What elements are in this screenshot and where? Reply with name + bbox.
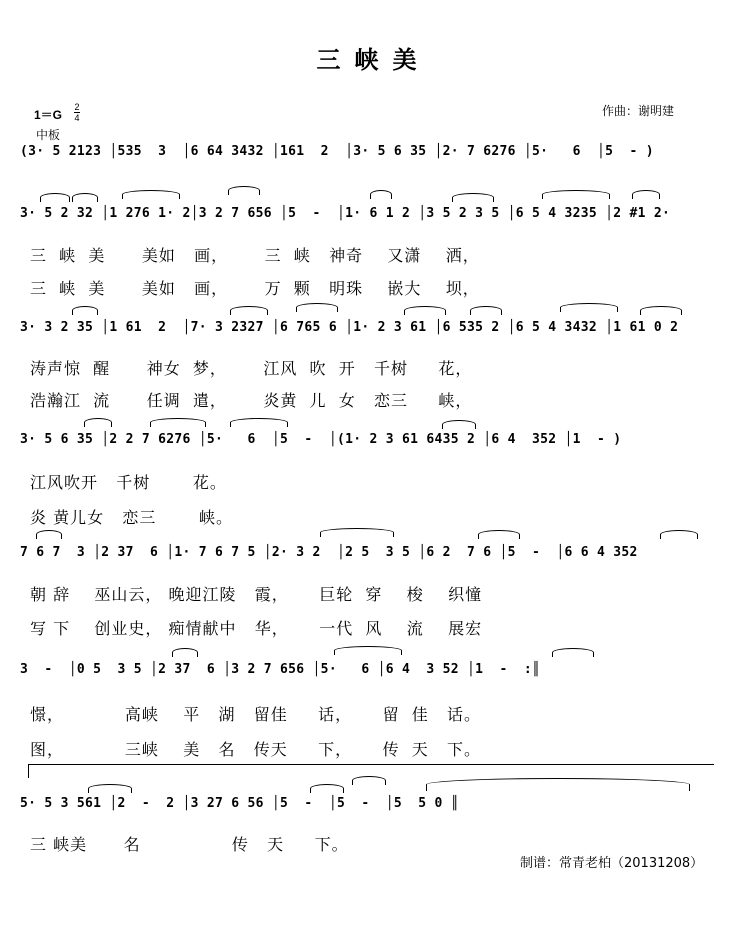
slur xyxy=(334,646,402,655)
lyric-line: 炎 黄儿女 恋三 峡。 xyxy=(30,508,233,527)
slur xyxy=(172,648,198,657)
slur xyxy=(230,418,288,427)
lyric-line: 涛声惊 醒 神女 梦， 江风 吹 开 千树 花， xyxy=(30,359,473,378)
slur xyxy=(150,418,206,427)
slur xyxy=(452,193,494,202)
time-signature xyxy=(74,102,80,123)
time-denominator: 4 xyxy=(74,113,80,123)
notation-line: 7 6 7 3 │2 37 6 │1· 7 6 7 5 │2· 3 2 │2 5 3 5 │6 2 7 6 │5 - │6 6 4 352 xyxy=(20,545,638,560)
slur xyxy=(228,186,260,195)
lyric-line: 三 峡 美 美如 画， 三 峡 神奇 又潇 洒， xyxy=(30,246,480,265)
lyric-line: 三 峡 美 美如 画， 万 颗 明珠 嵌大 坝， xyxy=(30,279,480,298)
slur xyxy=(470,306,502,315)
slur xyxy=(122,190,180,199)
slur xyxy=(404,306,446,315)
time-numerator: 2 xyxy=(74,102,80,112)
notation-line: 3· 5 6 35 │2 2 7 6276 │5· 6 │5 - │(1· 2 3 61 6435 2 │6 4 352 │1 - ) xyxy=(20,432,622,447)
slur xyxy=(370,190,392,199)
slur xyxy=(72,306,98,315)
transcriber-credit: 制谱：常青老柏（20131208） xyxy=(520,856,704,871)
song-title: 三峡美 xyxy=(316,46,431,74)
lyric-line: 三 峡美 名 传 天 下。 xyxy=(30,835,349,854)
notation-line: 3· 3 2 35 │1 61 2 │7· 3 2327 │6 765 6 │1· 2 3 61 │6 535 2 │6 5 4 3432 │1 61 0 2 xyxy=(20,320,679,335)
slur xyxy=(552,648,594,657)
slur xyxy=(72,193,98,202)
slur xyxy=(442,420,476,429)
slur xyxy=(560,303,618,312)
volta-bracket xyxy=(28,764,29,778)
lyric-line: 图， 三峡 美 名 传天 下， 传 天 下。 xyxy=(30,740,482,759)
slur xyxy=(88,784,132,793)
notation-line: 5· 5 3 561 │2 - 2 │3 27 6 56 │5 - │5 - │5 5 0 ║ xyxy=(20,796,459,811)
composer-credit: 作曲：谢明建 xyxy=(602,104,675,118)
slur xyxy=(320,528,394,537)
lyric-line: 江风吹开 千树 花。 xyxy=(30,473,227,492)
slur xyxy=(478,530,520,539)
slur xyxy=(640,306,682,315)
slur xyxy=(542,190,610,199)
notation-line: 3 - │0 5 3 5 │2 37 6 │3 2 7 656 │5· 6 │6 4 3 52 │1 - :║ xyxy=(20,662,541,677)
tie xyxy=(426,778,690,791)
lyric-line: 写 下 创业史， 痴情献中 华， 一代 风 流 展宏 xyxy=(30,619,483,638)
lyric-line: 憬， 高峡 平 湖 留佳 话， 留 佳 话。 xyxy=(30,705,482,724)
slur xyxy=(84,418,112,427)
notation-line: (3· 5 2123 │535 3 │6 64 3432 │161 2 │3· 5 6 35 │2· 7 6276 │5· 6 │5 - ) xyxy=(20,144,654,159)
notation-line: 3· 5 2 32 │1 276 1· 2│3 2 7 656 │5 - │1· 6 1 2 │3 5 2 3 5 │6 5 4 3235 │2 #1 2· xyxy=(20,206,671,221)
lyric-line: 朝 辞 巫山云， 晚迎江陵 霞， 巨轮 穿 梭 织憧 xyxy=(30,585,483,604)
slur xyxy=(660,530,698,539)
volta-line xyxy=(28,764,714,765)
slur xyxy=(352,776,386,785)
slur xyxy=(632,190,660,199)
slur xyxy=(36,530,62,539)
key-signature: 1＝G xyxy=(34,108,63,122)
slur xyxy=(296,303,338,312)
slur xyxy=(40,193,70,202)
tempo-marking: 中板 xyxy=(36,128,61,142)
slur xyxy=(230,306,268,315)
lyric-line: 浩瀚江 流 任调 遣， 炎黄 儿 女 恋三 峡， xyxy=(30,391,473,410)
slur xyxy=(310,784,344,793)
